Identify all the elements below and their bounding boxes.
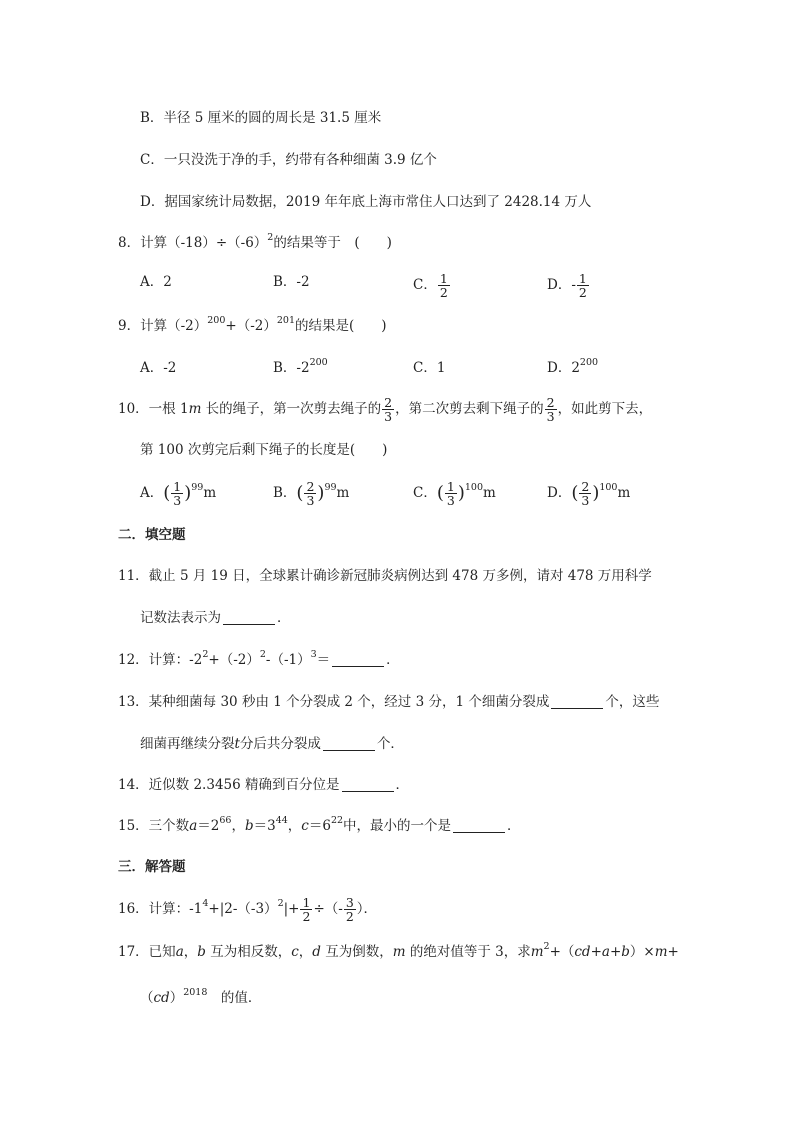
q10-option-b: B．( $\frac{2}{3}$ )$^{99}$m (273, 479, 350, 508)
question-10-line-1: 10．一根 1m 长的绳子，第一次剪去绳子的 $\frac{2}{3}$ ，第二次剪去剩下绳子的 $\frac{2}{3}$ ，如此剪下去， (118, 395, 653, 424)
answer-blank[interactable] (323, 736, 375, 751)
question-13-line-2: 细菌再继续分裂t分后共分裂成 个． (140, 736, 404, 752)
section-heading-fill-in: 二．填空题 (118, 527, 186, 543)
question-8: 8．计算$(-18)\div(-6)^2$的结果等于 ( ) (118, 232, 392, 251)
answer-blank[interactable] (453, 818, 505, 833)
fraction: $\frac{2}{3}$ (384, 395, 393, 424)
answer-blank[interactable] (551, 694, 603, 709)
answer-blank[interactable] (332, 652, 384, 667)
section-heading-solve: 三．解答题 (118, 859, 186, 875)
fraction: $\frac{1}{2}$ (439, 271, 448, 300)
question-15: 15．三个数$a=2^{66}$，$b=3^{44}$，$c=6^{22}$中，最小的一个是 ． (118, 815, 521, 834)
answer-blank[interactable] (342, 777, 394, 792)
question-16: 16．计算：$-1^4+|2-(-3)^2|+$ $\frac{1}{2}$ ÷（- $\frac{3}{2}$ ）． (118, 895, 378, 924)
q9-option-d: D．$2^{200}$ (547, 357, 599, 376)
q10-option-a: A．( $\frac{1}{3}$ )$^{99}$m (140, 479, 217, 508)
q8-option-c: C． $\frac{1}{2}$ (413, 271, 448, 300)
question-11-line-2: 记数法表示为 ． (140, 610, 291, 626)
answer-blank[interactable] (223, 610, 275, 625)
question-13-line-1: 13．某种细菌每 30 秒由 1 个分裂成 2 个，经过 3 分，1 个细菌分裂成 个，这些 (118, 694, 660, 710)
question-14: 14．近似数 2.3456 精确到百分位是 ． (118, 777, 409, 793)
fraction: $\frac{2}{3}$ (581, 479, 590, 508)
fraction: $\frac{2}{3}$ (306, 479, 315, 508)
question-17-line-1: 17．已知a，b 互为相反数，c，d 互为倒数，m 的绝对值等于 3，求$m^2+(cd+a+b)\times m+$ (118, 941, 679, 960)
question-11-line-1: 11．截止 5 月 19 日，全球累计确诊新冠肺炎病例达到 478 万多例，请对 478 万用科学 (118, 568, 652, 584)
question-12: 12．计算：$-2^2+(-2)^2-(-1)^3=$ ． (118, 649, 400, 668)
q8-option-a: A．2 (140, 274, 172, 290)
fraction: $\frac{3}{2}$ (345, 895, 354, 924)
q9-option-a: A．-2 (140, 360, 177, 376)
q7-option-c: C．一只没洗于净的手，约带有各种细菌 3.9 亿个 (140, 152, 437, 168)
q9-option-c: C．1 (413, 360, 446, 376)
q10-option-c: C．( $\frac{1}{3}$ )$^{100}$m (413, 479, 496, 508)
q7-option-b: B．半径 5 厘米的圆的周长是 31.5 厘米 (140, 110, 382, 126)
fraction: $\frac{1}{3}$ (446, 479, 455, 508)
fraction: $\frac{2}{3}$ (546, 395, 555, 424)
q9-option-b: B．$-2^{200}$ (273, 357, 328, 376)
fraction: $\frac{1}{2}$ (578, 271, 587, 300)
fraction: $\frac{1}{2}$ (302, 895, 311, 924)
question-10-line-2: 第 100 次剪完后剩下绳子的长度是( ) (140, 442, 388, 458)
question-17-line-2: （cd）$^{2018}$ 的值． (140, 987, 262, 1006)
q8-option-d: D．- $\frac{1}{2}$ (547, 271, 587, 300)
fraction: $\frac{1}{3}$ (173, 479, 182, 508)
question-9: 9．计算$(-2)^{200}+(-2)^{201}$的结果是( ) (118, 315, 387, 334)
q7-option-d: D．据国家统计局数据，2019 年年底上海市常住人口达到了 2428.14 万人 (140, 194, 592, 210)
q10-option-d: D．( $\frac{2}{3}$ )$^{100}$m (547, 479, 631, 508)
q8-option-b: B．-2 (273, 274, 310, 290)
